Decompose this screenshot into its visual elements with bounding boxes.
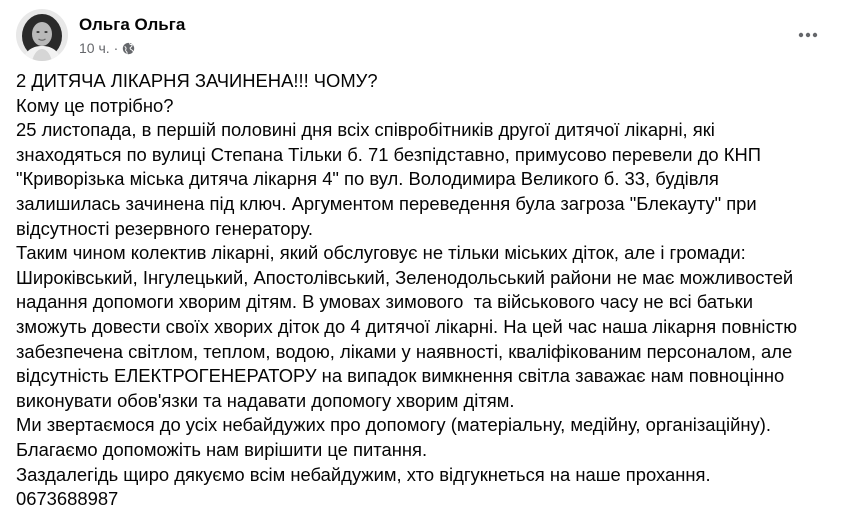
post-line: Кому це потрібно? <box>16 94 174 116</box>
author-name[interactable]: Ольга Ольга <box>79 14 186 34</box>
phone-number[interactable]: 0673688987 <box>16 488 119 510</box>
post-line: виконувати обов'язки та надавати допомогу хворим дітям. <box>16 389 515 411</box>
post-line: Благаємо допоможіть нам вирішити це питання. <box>16 438 428 460</box>
separator-dot: · <box>113 39 119 56</box>
post-line: Широківський, Інгулецький, Апостолівський, Зеленодольський райони не має можливостей <box>16 266 794 288</box>
globe-icon[interactable] <box>122 41 135 54</box>
more-options-button[interactable] <box>790 20 826 50</box>
post-line: надання допомоги хворим дітям. В умовах зимового та військового часу не всі батьки <box>16 291 753 313</box>
post-line: Заздалегідь щиро дякуємо всім небайдужим, хто відгукнеться на наше прохання. <box>16 463 711 485</box>
post-header <box>16 10 185 60</box>
post-line: "Криворізька міська дитяча лікарня 4" по вул. Володимира Великого б. 33, будівля <box>16 168 719 190</box>
post-line: Ми звертаємося до усіх небайдужих про допомогу (матеріальну, медійну, організаційну). <box>16 414 771 436</box>
post-line: відсутність ЕЛЕКТРОГЕНЕРАТОРУ на випадок вимкнення світла заважає нам повноцінно <box>16 365 785 387</box>
post-line: зможуть довести своїх хворих діток до 4 дитячої лікарні. На цей час наша лікарня повністю <box>16 315 797 337</box>
post-subline <box>79 39 185 57</box>
post-line: знаходяться по вулиці Степана Тільки б. 71 безпідставно, примусово перевели до КНП <box>16 143 761 165</box>
post-line: відсутності резервного генератору. <box>16 217 314 239</box>
post-line: 25 листопада, в першій половині дня всіх співробітників другої дитячої лікарні, які <box>16 119 715 141</box>
post-timestamp[interactable]: 10 ч. <box>79 39 110 56</box>
post-body <box>16 69 836 512</box>
post-line: залишилась зачинена під ключ. Аргументом переведення була загроза "Блекауту" при <box>16 192 757 214</box>
post-line: забезпечена світлом, теплом, водою, ліками у наявності, кваліфікованим персоналом, але <box>16 340 793 362</box>
post-meta <box>79 14 185 57</box>
author-avatar[interactable] <box>16 9 68 61</box>
avatar-photo <box>16 9 68 61</box>
more-horizontal-icon <box>798 32 818 38</box>
post-line: Таким чином колектив лікарні, який обслуговує не тільки міських діток, але і громади: <box>16 242 746 264</box>
post-line: 2 ДИТЯЧА ЛІКАРНЯ ЗАЧИНЕНА!!! ЧОМУ? <box>16 70 378 91</box>
